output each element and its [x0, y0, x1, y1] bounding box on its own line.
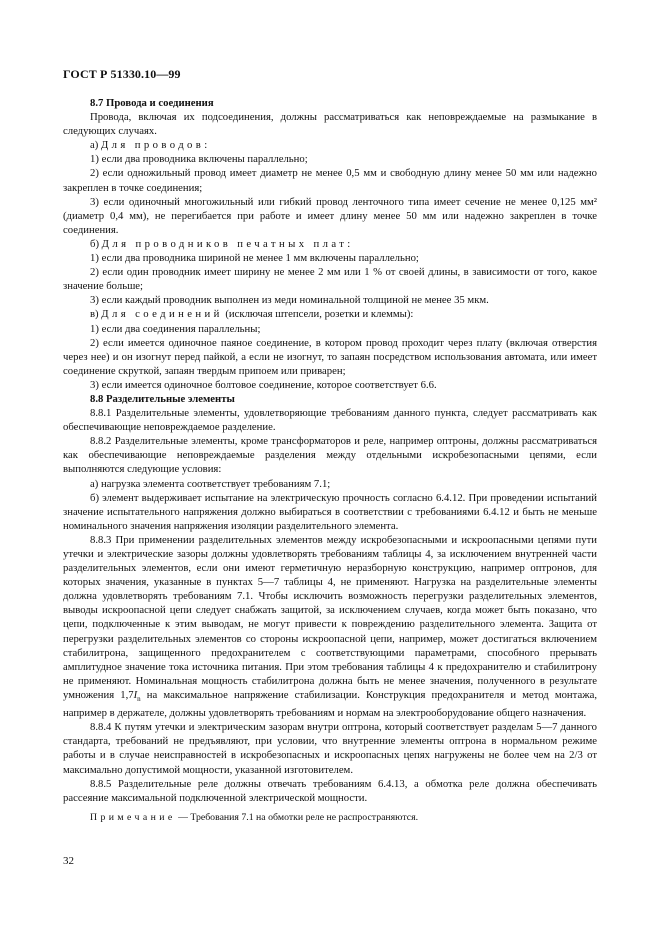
- spaced-heading: Для проводов:: [100, 139, 211, 152]
- list-marker: б): [90, 237, 99, 250]
- list-marker: в): [90, 308, 99, 321]
- list-item: 2) если один проводник имеет ширину не менее 2 мм или 1 % от своей длины, в зависимости от того, какое значение больше;: [63, 266, 597, 293]
- note-text: — Требования 7.1 на обмотки реле не распространяются.: [175, 811, 419, 823]
- list-item: 3) если имеется одиночное болтовое соединение, которое соответствует 6.6.: [90, 378, 437, 391]
- paragraph-8-7-intro: Провода, включая их подсоединения, должны рассматриваться как неповреждаемые на размыкание в следующих случаях.: [63, 111, 597, 138]
- current-subscript: n: [137, 695, 141, 704]
- list-item: 3) если каждый проводник выполнен из меди номинальной толщиной не менее 35 мкм.: [90, 294, 489, 307]
- spaced-heading: Для соединений: [101, 308, 223, 321]
- list-item: 1) если два проводника шириной не менее 1 мм включены параллельно;: [90, 252, 419, 265]
- section-title-8-8: 8.8 Разделительные элементы: [90, 392, 235, 405]
- list-item: б) элемент выдерживает испытание на электрическую прочность согласно 6.4.12. При проведении испытаний значение испытательного напряжения должно выбираться в соответствии с требованиями 6.4.12 и быть не меньше номинального значения напряжения изоляции разделительного элемента.: [63, 491, 597, 532]
- list-item: а) нагрузка элемента соответствует требованиям 7.1;: [90, 477, 331, 490]
- note-label: Примечание: [90, 811, 176, 823]
- paragraph-8-8-3: [63, 533, 597, 720]
- paragraph-8-8-5: 8.8.5 Разделительные реле должны отвечать требованиям 6.4.13, а обмотка реле должна обеспечивать рассеяние максимальной подключенной электрической мощности.: [63, 777, 597, 804]
- paragraph-8-8-2: 8.8.2 Разделительные элементы, кроме трансформаторов и реле, например оптроны, должны рассматриваться как обеспечивающие неповреждаемые разделения между отдельными искробезопасными цепями, если выполняются следующие условия:: [63, 435, 597, 476]
- heading-remainder: (исключая штепсели, розетки и клеммы):: [222, 308, 414, 321]
- paragraph-text: на максимальное напряжение стабилизации. Конструкция предохранителя и метод монтажа, например в держателе, должны удовлетворять требованиям и нормам на электрооборудование общего назначения.: [63, 688, 598, 720]
- current-symbol: I: [133, 688, 138, 701]
- paragraph-text: 8.8.3 При применении разделительных элементов между искробезопасными и искроопасными цепями пути утечки и электрические зазоры должны удовлетворять требованиям таблицы 4, за исключением внутренней части разделительных элементов, если они имеют герметичную неразборную конструкцию, например оптронов, для которых значения, указанные в пунктах 5—7 таблицы 4, не применяют. Нагрузка на разделительные элементы должна удовлетворять требованиям 7.1. Чтобы исключить возможность перегрузки разделительных элементов, выводы искроопасной цепи следует снабжать защитой, за исключением случаев, когда может быть показано, что цепи, подключенные к этим выводам, не могут привести к повреждению разделительного элемента. Защита от перегрузки разделительных элементов со стороны искроопасной цепи, например, может достигаться включением стабилитрона, защищенного предохранителем с соответствующими параметрами, способного прерывать амплитудное значение тока источника питания. При этом требования таблицы 4 к предохранителю и стабилитрону не применяют. Номинальная мощность стабилитрона должна быть не менее значения, полученного в результате умножения 1,7: [63, 533, 597, 701]
- list-item: 1) если два проводника включены параллельно;: [90, 153, 308, 166]
- list-item: 1) если два соединения параллельны;: [90, 322, 261, 335]
- section-title-8-7: 8.7 Провода и соединения: [90, 97, 214, 109]
- list-heading-connections: [63, 307, 597, 321]
- paragraph-8-8-1: 8.8.1 Разделительные элементы, удовлетворяющие требованиям данного пункта, следует рассматривать как обеспечивающие неповреждаемое разделение.: [63, 407, 597, 434]
- list-marker: а): [90, 139, 99, 152]
- list-item: 2) если одножильный провод имеет диаметр не менее 0,5 мм и свободную длину менее 50 мм или надежно закреплен в точке соединения;: [63, 167, 597, 194]
- list-heading-pcb-conductors: [63, 237, 597, 251]
- document-body: [63, 96, 597, 824]
- document-header: ГОСТ Р 51330.10—99: [63, 67, 181, 81]
- paragraph-8-8-4: 8.8.4 К путям утечки и электрическим зазорам внутри оптрона, который соответствует разделам 5—7 данного стандарта, требований не предъявляют, при условии, что внутренние элементы оптрона в нормальном режиме работы и в случае неисправностей в искробезопасных и искроопасных цепях нагружены не более чем на 2/3 от максимально допустимой мощности, указанной изготовителем.: [63, 721, 597, 776]
- page-number: 32: [63, 855, 74, 867]
- list-item: 3) если одиночный многожильный или гибкий провод ленточного типа имеет сечение не менее 0,125 мм² (диаметр 0,4 мм), не перегибается при работе и имеет длину менее 50 мм или надежно закреплен в точке соединения.: [63, 195, 597, 236]
- list-heading-wires: [63, 138, 597, 152]
- note: [63, 811, 597, 824]
- spaced-heading: Для проводников печатных плат:: [101, 237, 354, 250]
- list-item: 2) если имеется одиночное паяное соединение, в котором провод проходит через плату (включая отверстия через нее) и он изогнут перед пайкой, а если не изогнут, то запаян посредством использования автомата, или имеет соединение скруткой, запаян твердым припоем или приварен;: [63, 336, 597, 377]
